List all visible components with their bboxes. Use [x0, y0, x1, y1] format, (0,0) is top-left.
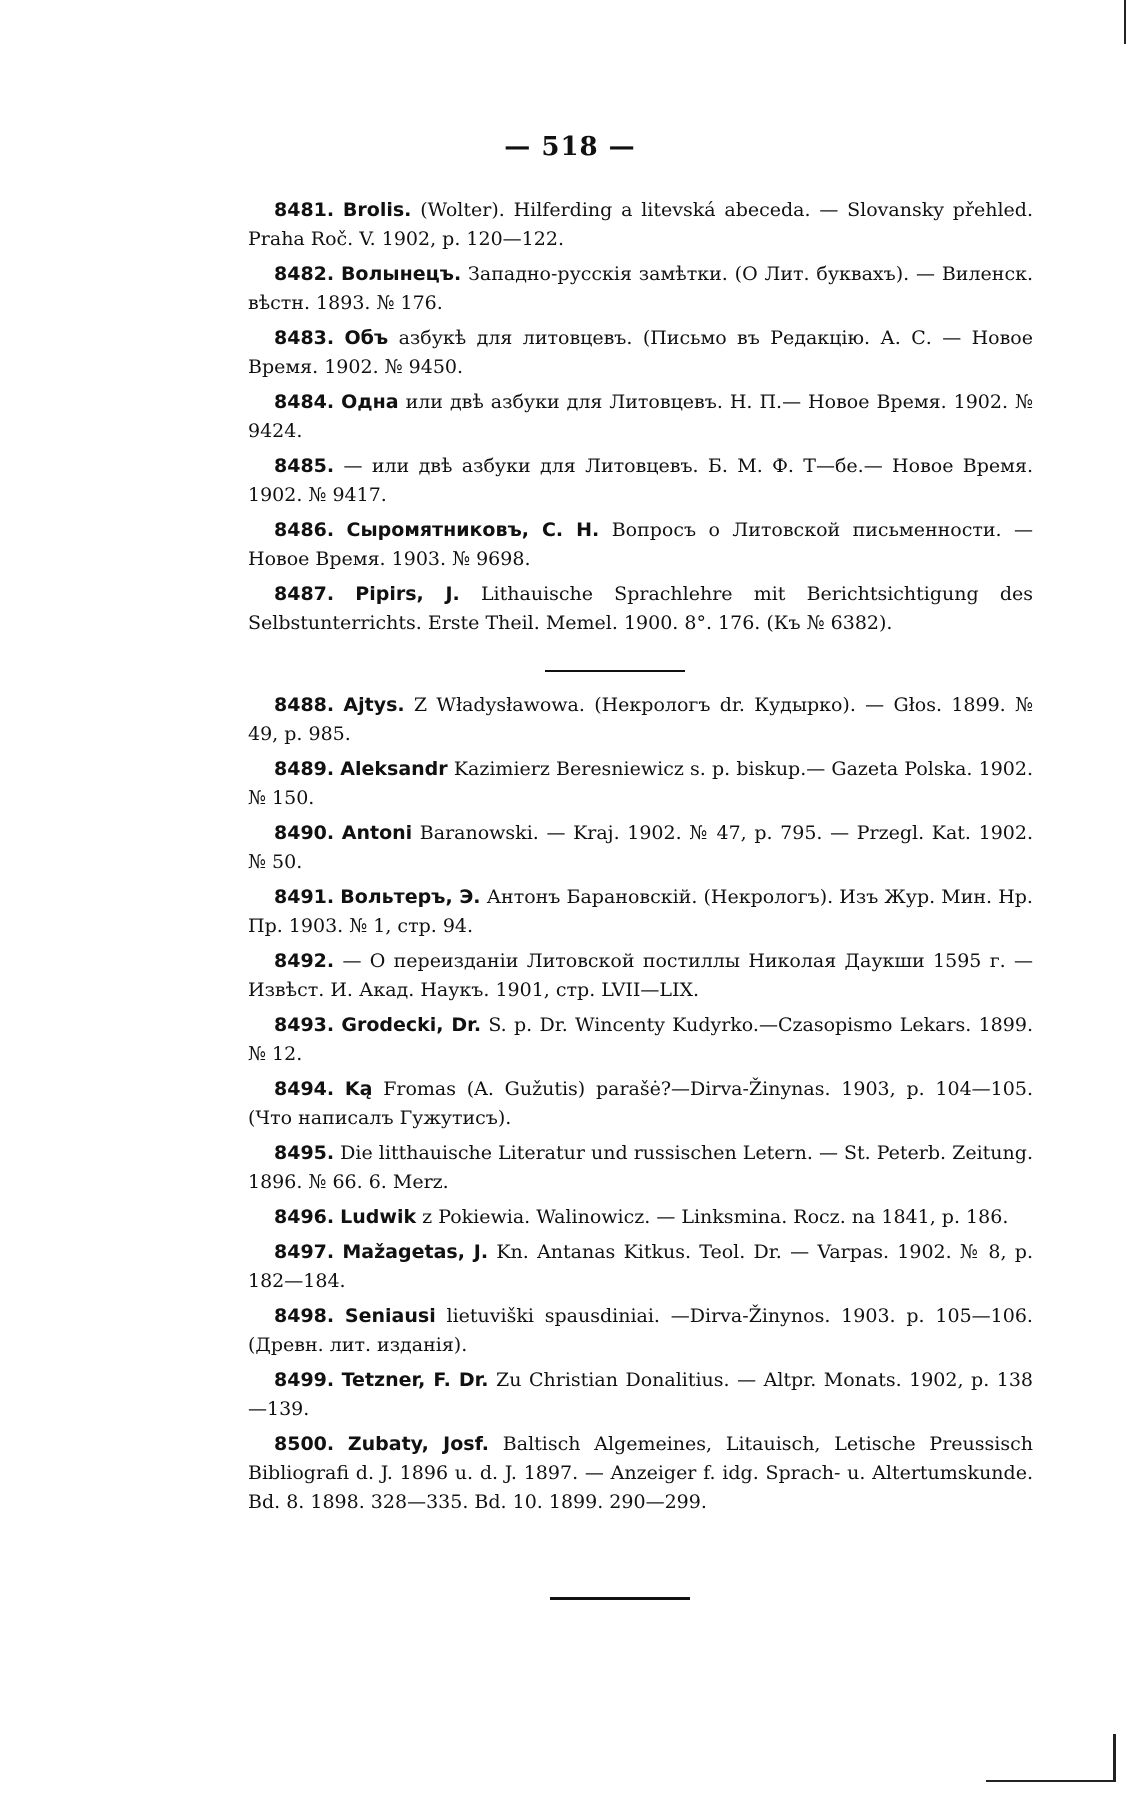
entry-text: Z Władysławowa. (Некрологъ dr. Кудырко). — Głos. 1899. № 49, p. 985. [248, 694, 1033, 745]
entry-heading: Tetzner, F. Dr. [341, 1369, 489, 1391]
entry-text: Kazimierz Beresniewicz s. p. biskup.— Gazeta Polska. 1902. № 150. [248, 758, 1034, 809]
bibliography-entry [248, 1011, 1033, 1069]
entry-number: 8482. [274, 263, 335, 285]
bibliography-entry [248, 324, 1033, 382]
entry-number: 8488. [274, 694, 335, 716]
entry-text: Die litthauische Literatur und russischen Letern. — St. Peterb. Zeitung. 1896. № 66. 6. Merz. [248, 1142, 1033, 1193]
entry-text: — или двѣ азбуки для Литовцевъ. Б. М. Ф. Т—бе.— Новое Время. 1902. № 9417. [248, 455, 1033, 506]
entry-heading: Grodecki, Dr. [341, 1014, 482, 1036]
end-divider [550, 1597, 690, 1600]
entry-heading: Ludwik [340, 1206, 417, 1228]
bibliography-entry [248, 516, 1033, 574]
bibliography-entry [248, 1139, 1033, 1197]
entry-number: 8490. [274, 822, 335, 844]
entry-text: (Wolter). Hilferding a litevská abeceda. — Slovansky přehled. Praha Roč. V. 1902, p. 120—122. [248, 199, 1034, 250]
entry-number: 8495. [274, 1142, 335, 1164]
bibliography-entry [248, 196, 1033, 254]
entry-number: 8484. [274, 391, 335, 413]
bibliography-entry [248, 1366, 1033, 1424]
entry-text: или двѣ азбуки для Литовцевъ. Н. П.— Новое Время. 1902. № 9424. [248, 391, 1033, 442]
entry-heading: Объ [344, 327, 389, 349]
scan-edge-line [1124, 0, 1126, 44]
entry-number: 8497. [274, 1241, 335, 1263]
entry-heading: Вольтеръ, Э. [340, 886, 481, 908]
entry-text: Baranowski. — Kraj. 1902. № 47, p. 795. — Przegl. Kat. 1902. № 50. [248, 822, 1033, 873]
entry-number: 8486. [274, 519, 335, 541]
bibliography-entry [248, 1302, 1033, 1360]
entry-number: 8500. [274, 1433, 335, 1455]
entry-heading: Brolis. [342, 199, 412, 221]
bibliography-entry [248, 1430, 1033, 1517]
entry-heading: Сыромятниковъ, С. Н. [346, 519, 600, 541]
bibliography-entry [248, 947, 1033, 1005]
entry-number: 8483. [274, 327, 335, 349]
scan-corner-mark [986, 1780, 1116, 1782]
entry-number: 8498. [274, 1305, 335, 1327]
bibliography-entry [248, 388, 1033, 446]
entry-text: азбукѣ для литовцевъ. (Письмо въ Редакцію. А. С. — Новое Время. 1902. № 9450. [248, 327, 1033, 378]
scan-corner-mark [1113, 1734, 1116, 1782]
entry-heading: Ajtys. [343, 694, 405, 716]
bibliography-entry [248, 452, 1033, 510]
entry-text: S. p. Dr. Wincenty Kudyrko.—Czasopismo Lekars. 1899. № 12. [248, 1014, 1033, 1065]
entry-text: Вопросъ о Литовской письменности. — Новое Время. 1903. № 9698. [248, 519, 1033, 570]
bibliography-entry [248, 260, 1033, 318]
entry-number: 8494. [274, 1078, 335, 1100]
entry-heading: Волынецъ. [340, 263, 462, 285]
bibliography-entry [248, 1075, 1033, 1133]
entry-text: Fromas (A. Gužutis) parašė?—Dirva-Žinynas. 1903, p. 104—105. (Что написалъ Гужутисъ). [248, 1078, 1033, 1129]
bibliography-entry [248, 580, 1033, 638]
entry-text: Lithauische Sprachlehre mit Berichtsichtigung des Selbstunterrichts. Erste Theil. Memel. 1900. 8°. 176. (Къ № 6382). [248, 583, 1033, 634]
entry-heading: Одна [341, 391, 399, 413]
entry-text: Западно-русскія замѣтки. (О Лит. буквахъ). — Виленск. вѣстн. 1893. № 176. [248, 263, 1033, 314]
entry-text: Антонъ Барановскій. (Некрологъ). Изъ Жур. Мин. Нр. Пр. 1903. № 1, стр. 94. [248, 886, 1033, 937]
section-divider [545, 670, 685, 672]
entry-heading: Aleksandr [340, 758, 448, 780]
entry-heading: Antoni [341, 822, 413, 844]
entry-heading: Seniausi [344, 1305, 436, 1327]
entry-number: 8489. [274, 758, 335, 780]
entry-heading: Pipirs, J. [355, 583, 460, 605]
page-number: — 518 — [504, 132, 636, 162]
bibliography-entry [248, 883, 1033, 941]
entry-text: Kn. Antanas Kitkus. Teol. Dr. — Varpas. 1902. № 8, p. 182—184. [248, 1241, 1034, 1292]
entry-heading: Zubaty, Josf. [347, 1433, 490, 1455]
entry-number: 8485. [274, 455, 335, 477]
entry-text: Baltisch Algemeines, Litauisch, Letische Preussisch Bibliografi d. J. 1896 u. d. J. 1897. — Anzeiger f. idg. Sprach- u. Altertumskunde. Bd. 8. 1898. 328—335. Bd. 10. 1899. 290—299. [248, 1433, 1033, 1513]
entry-text: z Pokiewia. Walinowicz. — Linksmina. Rocz. na 1841, p. 186. [422, 1206, 1009, 1228]
entry-number: 8499. [274, 1369, 335, 1391]
bibliography-entry [248, 1238, 1033, 1296]
entry-heading: Ką [344, 1078, 373, 1100]
bibliography-entry [248, 819, 1033, 877]
entry-number: 8492. [274, 950, 335, 972]
entry-number: 8496. [274, 1206, 335, 1228]
bibliography-entry [248, 1203, 1033, 1232]
bibliography-block-2 [248, 691, 1033, 1517]
entry-heading: Mažagetas, J. [342, 1241, 489, 1263]
entry-text: Zu Christian Donalitius. — Altpr. Monats. 1902, p. 138—139. [248, 1369, 1034, 1420]
bibliography-entry [248, 755, 1033, 813]
entry-text: lietuviški spausdiniai. —Dirva-Žinynos. 1903. p. 105—106. (Древн. лит. изданія). [248, 1305, 1033, 1356]
bibliography-block-1 [248, 196, 1033, 638]
entry-number: 8491. [274, 886, 335, 908]
entry-text: — О переизданіи Литовской постиллы Николая Даукши 1595 г. — Извѣст. И. Акад. Наукъ. 1901, стр. LVII—LIX. [248, 950, 1034, 1001]
entry-number: 8487. [274, 583, 335, 605]
entry-number: 8493. [274, 1014, 335, 1036]
bibliography-entry [248, 691, 1033, 749]
entry-number: 8481. [274, 199, 335, 221]
